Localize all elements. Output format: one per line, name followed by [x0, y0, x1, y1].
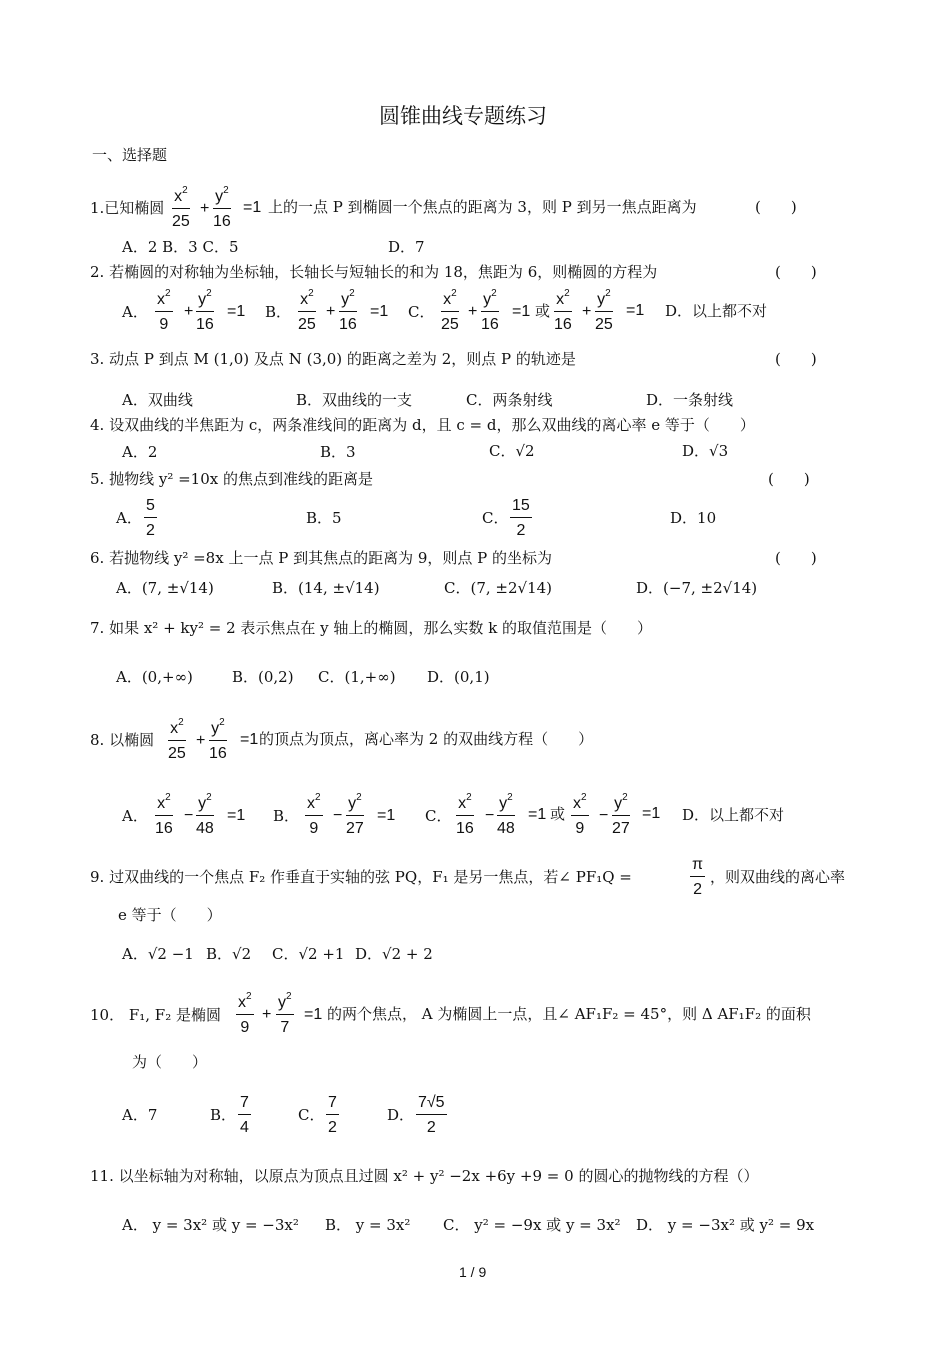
q7-text: 7. 如果 x² + ky² = 2 表示焦点在 y 轴上的椭圆，那么实数 k 的取值范围是（ ）	[90, 619, 653, 637]
q6-option-d: D．(−7, ±2√14)	[636, 579, 758, 597]
q8-text: 的顶点为顶点，离心率为 2 的双曲线方程（ ）	[259, 730, 594, 748]
q3-option-d: D．一条射线	[646, 391, 734, 409]
q10-fraction-x: $\frac{x^2}{9}$	[238, 991, 252, 1036]
q9-option-b: B．√2	[206, 945, 252, 963]
q2-text: 2. 若椭圆的对称轴为坐标轴，长轴长与短轴长的和为 18，焦距为 6，则椭圆的方程为	[90, 263, 658, 281]
q8-c-frac-y: $\frac{y^2}{48}$	[497, 792, 515, 837]
q2-c2-plus: +	[582, 303, 592, 320]
q8-prefix: 8. 以椭圆	[90, 731, 155, 749]
q10-option-d-frac: $\frac{7√5}{2}$	[418, 1094, 445, 1136]
q3-option-c: C．两条射线	[466, 391, 553, 409]
q9-option-d: D．√2 + 2	[355, 945, 433, 963]
q8-eq: =1	[240, 731, 259, 748]
q10-fraction-y: $\frac{y^2}{7}$	[278, 991, 292, 1036]
q1-plus: +	[200, 200, 210, 217]
q11-option-c: C． y² = −9x 或 y = 3x²	[443, 1216, 621, 1234]
q9-continuation: e 等于（ ）	[118, 906, 222, 924]
q2-answer-paren: ( )	[775, 263, 817, 281]
q8-option-c-label: C．	[425, 807, 452, 825]
q6-option-c: C．(7, ±2√14)	[444, 579, 553, 597]
q2-b-eq: =1	[370, 303, 389, 320]
q8-a-minus: −	[184, 807, 194, 824]
q8-b-eq: =1	[377, 807, 396, 824]
q8-c-eq: =1	[528, 806, 547, 823]
q9-option-a: A．√2 −1	[122, 945, 194, 963]
q8-option-a-label: A．	[122, 807, 148, 825]
q10-option-a: A．7	[122, 1106, 158, 1124]
q8-c2-frac-y: $\frac{y^2}{27}$	[612, 792, 630, 837]
q10-option-c-label: C．	[298, 1106, 325, 1124]
q1-equals: =1	[243, 199, 262, 216]
q7-option-a: A．(0,+∞)	[116, 668, 193, 686]
q9-text: 9. 过双曲线的一个焦点 F₂ 作垂直于实轴的弦 PQ，F₁ 是另一焦点，若∠ PF₁Q =	[90, 868, 632, 886]
q1-fraction-y: $\frac{y^2}{16}$	[213, 185, 231, 230]
q5-option-c-frac: $\frac{15}{2}$	[512, 497, 530, 539]
q11-option-b: B． y = 3x²	[325, 1216, 411, 1234]
q8-b-minus: −	[333, 807, 343, 824]
q6-answer-paren: ( )	[775, 549, 817, 567]
q11-option-a: A． y = 3x² 或 y = −3x²	[122, 1216, 299, 1234]
q2-a-frac-y: $\frac{y^2}{16}$	[196, 288, 214, 333]
q2-option-c-label: C．	[408, 303, 435, 321]
q8-a-eq: =1	[227, 807, 246, 824]
q10-eq: =1	[304, 1006, 323, 1023]
q1-option-d: D．7	[388, 238, 425, 256]
q11-text: 11. 以坐标轴为对称轴，以原点为顶点且过圆 x² + y² −2x +6y +9 = 0 的圆心的抛物线的方程（）	[90, 1167, 759, 1185]
q7-option-c: C．(1,+∞)	[318, 668, 396, 686]
q10-prefix: 10． F₁, F₂ 是椭圆	[90, 1006, 222, 1024]
q10-continuation: 为（ ）	[132, 1053, 208, 1071]
q8-a-frac-x: $\frac{x^2}{16}$	[155, 792, 173, 837]
q8-b-frac-y: $\frac{y^2}{27}$	[346, 792, 364, 837]
q2-option-d: D．以上都不对	[665, 302, 768, 320]
q8-plus: +	[196, 732, 206, 749]
q8-option-d: D．以上都不对	[682, 806, 785, 824]
page-title: 圆锥曲线专题练习	[379, 104, 547, 128]
q10-text: 的两个焦点， A 为椭圆上一点，且∠ AF₁F₂ = 45°，则 Δ AF₁F₂ 的面积	[327, 1005, 811, 1023]
q5-text: 5. 抛物线 y² =10x 的焦点到准线的距离是	[90, 470, 373, 488]
q2-or: 或	[535, 302, 551, 320]
q4-option-b: B．3	[320, 443, 356, 461]
q2-c-frac-y: $\frac{y^2}{16}$	[481, 288, 499, 333]
q8-b-frac-x: $\frac{x^2}{9}$	[307, 792, 321, 837]
q1-prefix: 1.已知椭圆	[90, 199, 165, 217]
q5-option-d: D．10	[670, 509, 717, 527]
q6-text: 6. 若抛物线 y² =8x 上一点 P 到其焦点的距离为 9，则点 P 的坐标为	[90, 549, 553, 567]
section-heading: 一、选择题	[92, 146, 168, 164]
q2-c2-eq: =1	[626, 302, 645, 319]
q5-answer-paren: ( )	[768, 470, 810, 488]
q7-option-d: D．(0,1)	[427, 668, 490, 686]
q1-options-abc: A．2 B．3 C．5	[122, 238, 239, 256]
q3-answer-paren: ( )	[775, 350, 817, 368]
q4-text: 4. 设双曲线的半焦距为 c，两条准线间的距离为 d，且 c = d，那么双曲线的离心率 e 等于（ ）	[90, 416, 755, 434]
q2-c2-frac-x: $\frac{x^2}{16}$	[554, 288, 572, 333]
q8-c-frac-x: $\frac{x^2}{16}$	[456, 792, 474, 837]
q6-option-a: A．(7, ±√14)	[116, 579, 214, 597]
q2-c-frac-x: $\frac{x^2}{25}$	[441, 288, 459, 333]
q4-option-c: C．√2	[489, 442, 535, 460]
q2-c-plus: +	[468, 303, 478, 320]
q1-text: 上的一点 P 到椭圆一个焦点的距离为 3，则 P 到另一焦点距离为	[268, 198, 697, 216]
q3-option-b: B．双曲线的一支	[296, 391, 413, 409]
q9-text-tail: ，则双曲线的离心率	[710, 868, 846, 886]
q2-b-frac-y: $\frac{y^2}{16}$	[339, 288, 357, 333]
q8-a-frac-y: $\frac{y^2}{48}$	[196, 792, 214, 837]
q10-option-d-label: D．	[387, 1106, 415, 1124]
q8-or: 或	[550, 805, 566, 823]
q2-c-eq: =1	[512, 303, 531, 320]
q10-option-b-frac: $\frac{7}{4}$	[240, 1094, 249, 1136]
q8-fraction-y: $\frac{y^2}{16}$	[209, 717, 227, 762]
q10-option-b-label: B．	[210, 1106, 237, 1124]
q2-option-a-label: A．	[122, 303, 148, 321]
q10-plus: +	[262, 1006, 272, 1023]
q1-answer-paren: ( )	[755, 198, 797, 216]
q8-c2-minus: −	[599, 807, 609, 824]
q1-fraction-x: $\frac{x^2}{25}$	[172, 185, 190, 230]
page-number: 1 / 9	[459, 1264, 487, 1280]
q3-option-a: A．双曲线	[122, 391, 193, 409]
q2-a-frac-x: $\frac{x^2}{9}$	[157, 288, 171, 333]
q8-c-minus: −	[485, 807, 495, 824]
q8-fraction-x: $\frac{x^2}{25}$	[168, 717, 186, 762]
q5-option-a-label: A．	[116, 509, 142, 527]
q2-a-eq: =1	[227, 303, 246, 320]
q5-option-c-label: C．	[482, 509, 509, 527]
q4-option-d: D．√3	[682, 442, 729, 460]
q11-option-d: D． y = −3x² 或 y² = 9x	[636, 1216, 815, 1234]
q6-option-b: B．(14, ±√14)	[272, 579, 380, 597]
q8-c2-eq: =1	[642, 805, 661, 822]
q10-option-c-frac: $\frac{7}{2}$	[328, 1094, 337, 1136]
q2-option-b-label: B．	[265, 303, 292, 321]
q5-option-b: B．5	[306, 509, 342, 527]
q2-c2-frac-y: $\frac{y^2}{25}$	[595, 288, 613, 333]
q2-b-frac-x: $\frac{x^2}{25}$	[298, 288, 316, 333]
q3-text: 3. 动点 P 到点 M (1,0) 及点 N (3,0) 的距离之差为 2，则点 P 的轨迹是	[90, 350, 576, 368]
q4-option-a: A．2	[122, 443, 158, 461]
q2-a-plus: +	[184, 303, 194, 320]
q9-option-c: C．√2 +1	[272, 945, 345, 963]
q5-option-a-frac: $\frac{5}{2}$	[146, 497, 155, 539]
q9-pi-fraction: $\frac{\pi}{2}$	[692, 856, 704, 898]
q2-b-plus: +	[326, 303, 336, 320]
q7-option-b: B．(0,2)	[232, 668, 294, 686]
q8-c2-frac-x: $\frac{x^2}{9}$	[573, 792, 587, 837]
q8-option-b-label: B．	[273, 807, 300, 825]
